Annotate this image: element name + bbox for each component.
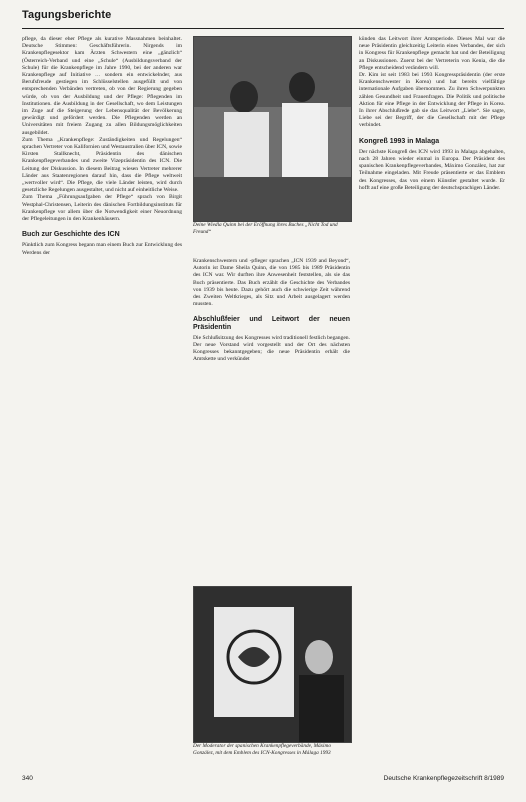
- photo-caption: Deine Wiedla Quinn bei der Eröffnung ihres Buches „Nicht Tod und Freund“: [193, 222, 338, 235]
- section-header: Tagungsberichte: [22, 9, 112, 21]
- photo-figures: [194, 37, 351, 221]
- paragraph: Zum Thema „Führungsaufgaben der Pflege“ sprach von Birgit Westphal-Christensen, Leiterin des dänischen Fortbildungsinstituts für Krankenpflege vor allem über die Notwendigkeit einer Neuordnung der Pflegeleitungen in den Krankenhäusern.: [22, 194, 182, 223]
- section-heading: Kongreß 1993 in Malaga: [359, 137, 440, 145]
- photo-caption: Der Moderator der spanischen Krankenpflegeverbände, Máximo González, mit dem Emblem des ICN-Kongresses in Málaga 1993: [193, 743, 331, 756]
- photo-emblem-scene: [194, 587, 351, 742]
- column-3: [359, 36, 505, 192]
- paragraph: künden das Leitwort ihrer Amtsperiode. Dieses Mal war die neue Präsidentin gleichzeitig Leiterin eines Verbandes, der sich in Kongress für Krankenpflege gemacht hat und der Beteiligung an Diskussionen. Zuerst bei der Vertreterin von Kenia, die die Pflege entscheidend verändern will.: [359, 36, 505, 71]
- paragraph: Zum Thema „Krankenpflege: Zuständigkeiten und Regelungen“ sprachen Vertreter von Kalifornien und Westaustralien über ICN, sowie Kirsten Stallknecht, Präsidentin des dänischen Krankenpflegeverbandes und zweite Vizepräsidentin des ICN. Die Leitung der Diskussion. In diesem Beitrag wiesen Vertreter mehrerer Länder aus Staatenregionen darauf hin, dass die Pflege weltweit „wertvoller wird“. Die Pflege, die viele Länder leisten, wird durch gesetzliche Regelungen ausgestaltet, und nicht auf einheitliche Weise.: [22, 136, 182, 194]
- column-2: [193, 258, 350, 364]
- column-1: [22, 36, 182, 257]
- page-number: 340: [22, 775, 33, 782]
- section-heading: Buch zur Geschichte des ICN: [22, 231, 120, 239]
- journal-name: Deutsche Krankenpflegezeitschrift 8/1989: [383, 775, 504, 782]
- header-rule: [22, 28, 504, 29]
- paragraph: pflege, da dieser eher Pflege als kurative Massnahmen beinhaltet. Deutsche Stimmen: Geschäftsführerin. Nirgends im Krankenpflegesektor kam Ärzten Schwestern eine „gänzlich“ (Österreich-Verband und eine „Schule“ (Ausbildungsverband der Schule) für die Krankenpflege im Jahre 1990, bei der anderen war Krankenpflege auf Initiative … sondern ein entwickelnder, aus Berufsfreude gestiegen im Schlüsselstellen ausgefüllt und von entsprechenden Verbänden vertreten, ob von der Regierung gegeben würde, ob von der Ausbildung und der Pflege: Pflegenden im Institutionen. die Ausbildung in der Gesellschaft, wo dem Leistungen im Zuge auf die Steigerung der Lebensqualität der Bevölkerung gewürdigt und gefördert werden. Die Pflegenden werden an Universitäten mit freiem Zugang zu allen Bildungsmöglichkeiten ausgebildet.: [22, 36, 182, 136]
- paragraph: Pünktlich zum Kongress begann man einem Buch zur Entwicklung des Werdens der: [22, 242, 182, 256]
- paragraph: Krankenschwestern und -pfleger sprachen „ICN 1939 and Beyond“, Autorin ist Dame Sheila Quinn, die von 1985 bis 1989 Präsidentin des ICN war. Wir durften ihre Anwesenheit feststellen, als sie das Buch präsentierte. Das Buch erzählt die Geschichte des Verbandes von 1939 bis heute. Dazu gehört auch die schwierige Zeit während des Zweiten Weltkrieges, als Sitz und Arbeit ausgelagert werden mussten.: [193, 258, 350, 308]
- paragraph: Dr. Kim ist seit 1983 bei 1993 Kongresspräsidentin (der erste Krankenschwester in Korea) und hat bereits vielfältige internationale Aufgaben übernommen. Zu ihren Schwerpunkten zählen Gesundheit und Frauenfragen. Die Politik und politische Aktion für eine Pflege in der Entwicklung der Pflege in Korea. In ihrer Abschlußrede gab sie das Leitwort „Liebe“. Sie sagte, Liebe sei der Begriff, der die Gesellschaft mit der Pflege verbindet.: [359, 72, 505, 129]
- photo-book-presentation: [193, 36, 352, 222]
- paragraph: Die Schlußsitzung des Kongresses wird traditionell festlich begangen. Der neue Vorstand wird vorgestellt und der Ort des nächsten Kongresses bekanntgegeben; die neue Präsidentin erhält die Amtskette und verkündet: [193, 334, 350, 363]
- photo-congress-emblem: [193, 586, 352, 743]
- section-heading: Abschlußfeier und Leitwort der neuen Präsidentin: [193, 316, 350, 331]
- paragraph: Der nächste Kongreß des ICN wird 1993 in Malaga abgehalten, nach 28 Jahren wieder einmal in Europa. Der Präsident des spanischen Krankenpflegeverbandes, Máximo González, hat zur Teilnahme eingeladen. Mit Freude präsentierte er das Emblem des Kongresses, das von einem Künstler gestaltet wurde. Er hofft auf eine große Beteiligung der deutschsprachigen Länder.: [359, 148, 505, 191]
